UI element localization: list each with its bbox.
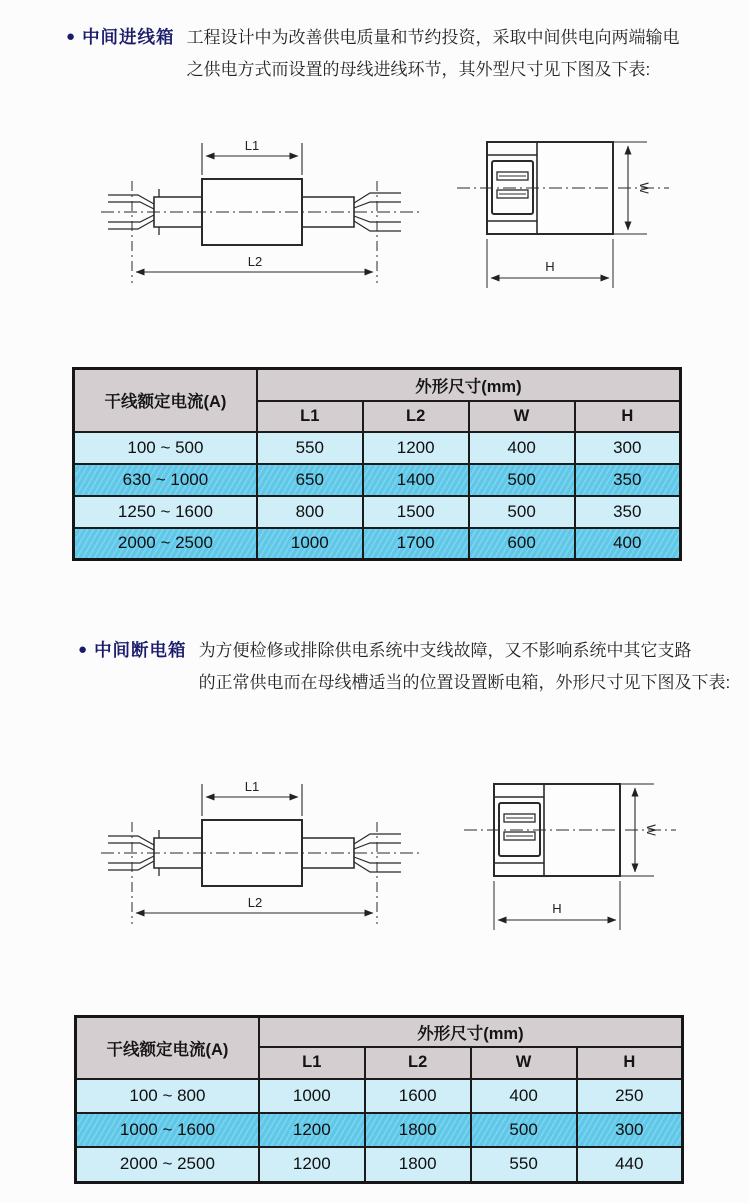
value-cell: 300 — [577, 1113, 683, 1147]
value-cell: 600 — [469, 528, 575, 560]
value-cell: 300 — [575, 432, 681, 464]
column-header-rated-current: 干线额定电流(A) — [74, 369, 257, 432]
value-cell: 400 — [575, 528, 681, 560]
column-header-l2: L2 — [363, 401, 469, 432]
column-header-h: H — [577, 1047, 683, 1079]
table-row — [76, 1113, 683, 1147]
current-range-cell: 1000 ~ 1600 — [76, 1113, 259, 1147]
value-cell: 1400 — [363, 464, 469, 496]
section-breaker-header — [78, 635, 730, 699]
bullet-icon: ● — [66, 28, 76, 45]
description-line: 之供电方式而设置的母线进线环节，其外型尺寸见下图及下表: — [186, 60, 651, 79]
description-line: 的正常供电而在母线槽适当的位置设置断电箱，外形尺寸见下图及下表: — [198, 673, 731, 692]
column-header-w: W — [471, 1047, 577, 1079]
table-row — [74, 432, 681, 464]
breaker-box-dimension-table — [74, 1015, 684, 1184]
value-cell: 1200 — [259, 1113, 365, 1147]
current-range-cell: 100 ~ 500 — [74, 432, 257, 464]
current-range-cell: 1250 ~ 1600 — [74, 496, 257, 528]
section-incoming-title: 中间进线箱 — [82, 27, 175, 47]
column-header-w: W — [469, 401, 575, 432]
value-cell: 1200 — [363, 432, 469, 464]
column-header-rated-current: 干线额定电流(A) — [76, 1017, 259, 1079]
column-group-outline-dimensions: 外形尺寸(mm) — [257, 369, 681, 401]
incoming-box-plan-drawing — [98, 131, 426, 293]
table-row — [74, 528, 681, 560]
section-breaker-title: 中间断电箱 — [94, 640, 187, 660]
value-cell: 1600 — [365, 1079, 471, 1113]
incoming-box-end-drawing — [455, 132, 695, 297]
incoming-box-dimension-table — [72, 367, 682, 561]
value-cell: 800 — [257, 496, 363, 528]
column-header-l1: L1 — [259, 1047, 365, 1079]
column-header-h: H — [575, 401, 681, 432]
section-incoming-description — [187, 22, 680, 86]
value-cell: 250 — [577, 1079, 683, 1113]
value-cell: 550 — [471, 1147, 577, 1183]
current-range-cell: 630 ~ 1000 — [74, 464, 257, 496]
section-incoming-header — [66, 22, 680, 86]
value-cell: 350 — [575, 464, 681, 496]
table-row — [76, 1079, 683, 1113]
current-range-cell: 2000 ~ 2500 — [74, 528, 257, 560]
current-range-cell: 100 ~ 800 — [76, 1079, 259, 1113]
value-cell: 500 — [471, 1113, 577, 1147]
breaker-box-plan-drawing — [98, 772, 426, 934]
value-cell: 1800 — [365, 1147, 471, 1183]
column-group-outline-dimensions: 外形尺寸(mm) — [259, 1017, 683, 1047]
dim-label-l2: L2 — [247, 254, 263, 269]
value-cell: 1000 — [257, 528, 363, 560]
section-breaker-description — [199, 635, 731, 699]
description-line: 为方便检修或排除供电系统中支线故障，又不影响系统中其它支路 — [198, 641, 692, 660]
value-cell: 500 — [469, 496, 575, 528]
value-cell: 650 — [257, 464, 363, 496]
dim-label-w: W — [637, 182, 651, 194]
value-cell: 1200 — [259, 1147, 365, 1183]
dim-label-l2: L2 — [247, 895, 263, 910]
value-cell: 350 — [575, 496, 681, 528]
value-cell: 1000 — [259, 1079, 365, 1113]
value-cell: 1700 — [363, 528, 469, 560]
value-cell: 1800 — [365, 1113, 471, 1147]
table-row — [76, 1147, 683, 1183]
breaker-box-end-drawing — [462, 774, 702, 939]
dim-label-h: H — [545, 259, 555, 274]
bullet-icon: ● — [78, 641, 88, 658]
value-cell: 400 — [471, 1079, 577, 1113]
value-cell: 550 — [257, 432, 363, 464]
column-header-l2: L2 — [365, 1047, 471, 1079]
table-row — [74, 464, 681, 496]
value-cell: 440 — [577, 1147, 683, 1183]
description-line: 工程设计中为改善供电质量和节约投资，采取中间供电向两端输电 — [186, 28, 680, 47]
dim-label-w: W — [644, 824, 658, 836]
table-row — [74, 496, 681, 528]
column-header-l1: L1 — [257, 401, 363, 432]
current-range-cell: 2000 ~ 2500 — [76, 1147, 259, 1183]
value-cell: 1500 — [363, 496, 469, 528]
value-cell: 400 — [469, 432, 575, 464]
dim-label-l1: L1 — [244, 779, 260, 794]
value-cell: 500 — [469, 464, 575, 496]
dim-label-h: H — [552, 901, 562, 916]
dim-label-l1: L1 — [244, 138, 260, 153]
